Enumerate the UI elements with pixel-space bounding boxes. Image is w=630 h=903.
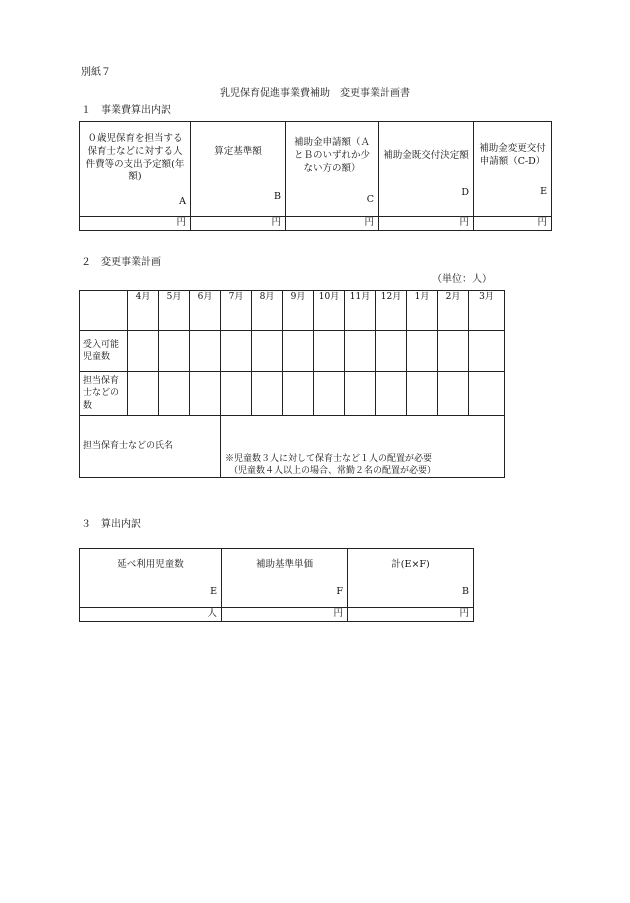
unit-cell[interactable]: 円 (379, 217, 474, 231)
header-cell-b (191, 122, 286, 217)
month-header-row (80, 291, 505, 331)
month-cell[interactable] (283, 372, 314, 416)
header-text: ０歳児保育を担当する保育士などに対する人件費等の支出予定額(年額) (85, 132, 185, 183)
month-cell[interactable] (314, 331, 345, 372)
month-cell[interactable] (314, 372, 345, 416)
month-header: 5月 (159, 291, 190, 331)
month-cell[interactable] (252, 331, 283, 372)
month-cell[interactable] (407, 372, 438, 416)
header-text: 計(E×F) (391, 559, 430, 571)
table-row (80, 122, 552, 217)
section2-heading: ２ 変更事業計画 (81, 257, 161, 268)
month-cell[interactable] (221, 372, 252, 416)
month-cell[interactable] (128, 372, 159, 416)
section3-heading: ３ 算出内訳 (81, 519, 141, 530)
month-header: 4月 (128, 291, 159, 331)
unit-cell[interactable]: 円 (191, 217, 286, 231)
month-header: 9月 (283, 291, 314, 331)
capacity-row (80, 331, 505, 372)
staff-count-row (80, 372, 505, 416)
unit-note: （単位：人） (432, 274, 492, 285)
month-header: 1月 (407, 291, 438, 331)
month-header: 7月 (221, 291, 252, 331)
unit-cell[interactable]: 人 (80, 608, 222, 622)
letter-a: A (179, 196, 186, 208)
month-cell[interactable] (283, 331, 314, 372)
section1-heading: １ 事業費算出内訳 (81, 105, 171, 116)
header-cell-e (474, 122, 552, 217)
month-cell[interactable] (345, 331, 376, 372)
month-header: 6月 (190, 291, 221, 331)
document-title: 乳児保育促進事業費補助 変更事業計画書 (220, 88, 410, 99)
header-text: 補助金申請額（ＡとＢのいずれか少ない方の額） (293, 137, 370, 174)
header-cell-c (286, 122, 379, 217)
header-cell-d (379, 122, 474, 217)
letter-c: C (366, 193, 374, 205)
staffing-note-1: ※児童数３人に対して保育士など１人の配置が必要 (225, 453, 433, 464)
header-cell (222, 549, 348, 608)
month-cell[interactable] (190, 331, 221, 372)
staff-names-label: 担当保育士などの氏名 (80, 416, 221, 478)
letter-b: B (462, 586, 469, 597)
cost-breakdown-table (79, 121, 552, 231)
month-header: 12月 (376, 291, 407, 331)
header-text: 補助金既交付決定額 (383, 150, 469, 162)
header-text: 算定基準額 (214, 146, 262, 158)
month-header: 2月 (438, 291, 469, 331)
month-cell[interactable] (252, 372, 283, 416)
month-cell[interactable] (159, 372, 190, 416)
month-cell[interactable] (128, 331, 159, 372)
month-cell[interactable] (407, 331, 438, 372)
letter-b: B (274, 191, 281, 202)
month-cell[interactable] (438, 331, 469, 372)
month-header: 10月 (314, 291, 345, 331)
letter-f: F (336, 586, 343, 597)
month-header: 11月 (345, 291, 376, 331)
month-cell[interactable] (159, 331, 190, 372)
unit-cell[interactable]: 円 (286, 217, 379, 231)
staff-names-row (80, 416, 505, 478)
month-cell[interactable] (345, 372, 376, 416)
month-cell[interactable] (221, 331, 252, 372)
month-cell[interactable] (376, 372, 407, 416)
header-cell (348, 549, 474, 608)
letter-d: D (461, 187, 469, 198)
header-text: 延べ利用児童数 (117, 559, 184, 571)
table-row (80, 608, 474, 622)
change-plan-table (79, 290, 505, 478)
letter-e: E (540, 186, 547, 198)
month-cell[interactable] (190, 372, 221, 416)
month-cell[interactable] (438, 372, 469, 416)
unit-cell[interactable]: 円 (222, 608, 348, 622)
unit-cell[interactable]: 円 (348, 608, 474, 622)
unit-cell[interactable]: 円 (80, 217, 191, 231)
header-text: 補助金変更交付申請額（C-D） (479, 142, 546, 167)
month-cell[interactable] (469, 331, 505, 372)
staffing-note-2: （児童数４人以上の場合、常勤２名の配置が必要） (229, 465, 437, 476)
unit-cell[interactable]: 円 (474, 217, 552, 231)
calculation-table (79, 548, 474, 622)
month-cell[interactable] (376, 331, 407, 372)
header-text: 補助基準単価 (255, 559, 313, 571)
corner-cell (80, 291, 128, 331)
attachment-label: 別紙７ (81, 67, 111, 78)
header-cell-a (80, 122, 191, 217)
month-cell[interactable] (469, 372, 505, 416)
month-header: 3月 (469, 291, 505, 331)
month-header: 8月 (252, 291, 283, 331)
letter-e: E (210, 586, 217, 597)
table-row (80, 549, 474, 608)
header-cell (80, 549, 222, 608)
staff-names-cell[interactable] (221, 416, 505, 478)
staff-count-label: 担当保育士などの数 (80, 372, 128, 416)
table-row (80, 217, 552, 231)
capacity-label: 受入可能児童数 (80, 331, 128, 372)
